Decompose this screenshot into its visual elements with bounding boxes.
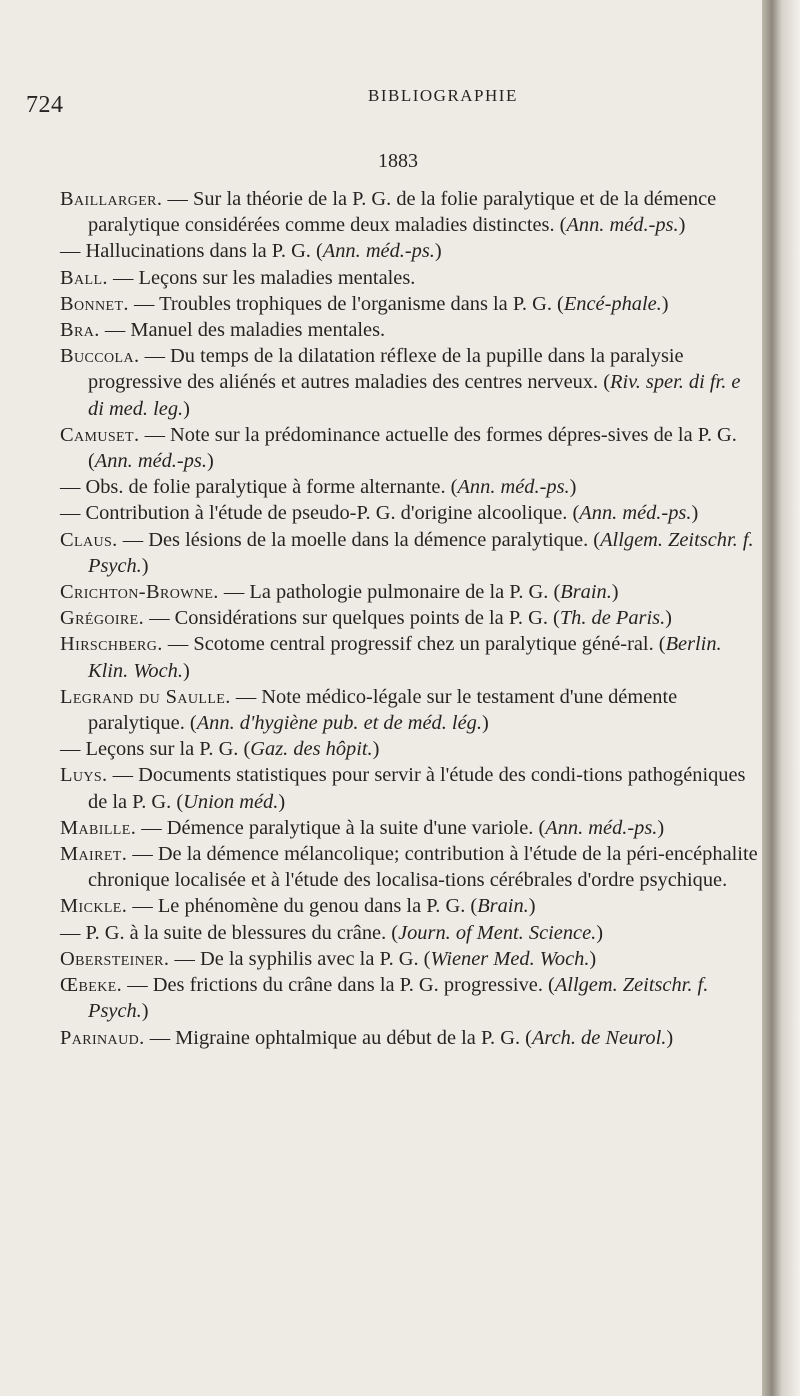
entry-author: Ball. [60, 266, 108, 289]
bibliography-entry [60, 265, 760, 291]
entry-punct: ) [691, 502, 699, 525]
entry-text: — Démence paralytique à la suite d'une variole. ( [136, 816, 546, 839]
entry-source: Union méd. [183, 790, 279, 813]
entry-punct: ) [278, 790, 286, 813]
bibliography-entry [60, 238, 760, 264]
entry-punct: ) [569, 476, 577, 499]
entry-author: Claus. [60, 528, 118, 551]
year-heading: 1883 [378, 150, 418, 172]
bibliography-entry [60, 920, 760, 946]
entry-author: Obersteiner. [60, 947, 170, 970]
entry-text: — Considérations sur quelques points de la P. G. ( [144, 607, 560, 630]
entry-text: — Note médico-légale sur le testament d'une démente paralytique. ( [88, 685, 678, 735]
bibliography-entry [60, 1025, 760, 1051]
bibliography-entry [60, 972, 760, 1024]
entry-punct: ) [182, 659, 190, 682]
entry-author: Grégoire. [60, 607, 145, 630]
entry-punct: ) [528, 895, 536, 918]
entry-author: Baillarger. [60, 188, 163, 210]
entry-text: — La pathologie pulmonaire de la P. G. ( [218, 581, 561, 604]
entry-text: — Obs. de folie paralytique à forme alternante. ( [60, 476, 458, 499]
entry-text: — Sur la théorie de la P. G. de la folie paralytique et de la démence paralytique considérées comme deux maladies distinctes. ( [88, 188, 717, 237]
entry-source: Allgem. Zeitschr. f. Psych. [88, 974, 709, 1023]
entry-text: — Des lésions de la moelle dans la démence paralytique. ( [117, 528, 601, 551]
bibliography-entry [60, 291, 760, 317]
entry-punct: ) [141, 554, 149, 577]
entry-text: — Troubles trophiques de l'organisme dans la P. G. ( [128, 292, 564, 315]
entry-source: Brain. [560, 581, 612, 604]
entry-punct: ) [372, 738, 380, 761]
entry-source: Arch. de Neurol. [531, 1026, 667, 1049]
entry-author: Mairet. [60, 843, 128, 866]
entry-text: — Contribution à l'étude de pseudo-P. G. d'origine alcoolique. ( [60, 502, 580, 525]
bibliography-entry [60, 186, 760, 238]
entry-source: Ann. d'hygiène pub. et de méd. lég. [196, 712, 482, 735]
entry-punct: ) [611, 581, 619, 604]
entry-text: — Manuel des maladies mentales. [99, 319, 386, 342]
bibliography-entry [60, 474, 760, 500]
entry-text: — Hallucinations dans la P. G. ( [60, 240, 323, 263]
bibliography-entry [60, 343, 760, 422]
entry-punct: ) [678, 214, 686, 237]
page-number: 724 [26, 92, 64, 118]
entry-author: Hirschberg. [60, 633, 163, 656]
entry-punct: ) [666, 1026, 674, 1049]
entry-punct: ) [141, 1000, 149, 1023]
entry-text: — Leçons sur les maladies mentales. [107, 266, 416, 289]
entry-text: — Migraine ophtalmique au début de la P. G. ( [144, 1026, 532, 1049]
bibliography-entry [60, 841, 760, 893]
entry-text: — Du temps de la dilatation réflexe de la pupille dans la paralysie progressive des aliénés et autres maladies des centres nerveux. ( [88, 345, 684, 394]
bibliography-entry [60, 605, 760, 631]
entry-source: Ann. méd.-ps. [566, 214, 679, 237]
entry-source: Th. de Paris. [559, 607, 666, 630]
entry-source: Encé-phale. [563, 292, 662, 315]
entry-author: Bonnet. [60, 292, 129, 315]
bibliography-entry [60, 500, 760, 526]
running-title: BIBLIOGRAPHIE [368, 86, 518, 105]
bibliography-entry [60, 762, 760, 814]
entry-author: Bra. [60, 319, 100, 342]
bibliography-entry [60, 317, 760, 343]
entry-text: — Leçons sur la P. G. ( [60, 738, 251, 761]
entry-source: Gaz. des hôpit. [250, 738, 373, 761]
bibliography-list [60, 186, 760, 1051]
entry-text: — Documents statistiques pour servir à l'étude des condi-tions pathogéniques de la P. G. ( [88, 764, 746, 813]
entry-text: — Des frictions du crâne dans la P. G. progressive. ( [122, 974, 555, 997]
entry-source: Allgem. Zeitschr. f. Psych. [88, 528, 754, 577]
entry-punct: ) [665, 607, 672, 630]
entry-punct: ) [596, 921, 604, 944]
bibliography-entry [60, 527, 760, 579]
bibliography-entry [60, 736, 760, 762]
bibliography-entry [60, 815, 760, 841]
entry-author: Crichton-Browne. [60, 581, 219, 604]
entry-author: Buccola. [60, 345, 140, 368]
entry-source: Brain. [477, 895, 529, 918]
entry-text: — Scotome central progressif chez un paralytique géné-ral. ( [162, 633, 666, 656]
entry-punct: ) [589, 947, 597, 970]
entry-source: Ann. méd.-ps. [457, 476, 570, 499]
entry-source: Wiener Med. Woch. [430, 947, 590, 970]
entry-punct: ) [183, 397, 190, 420]
bibliography-entry [60, 946, 760, 972]
entry-source: Riv. sper. di fr. e di med. leg. [88, 371, 741, 420]
entry-source: Journ. of Ment. Science. [398, 921, 597, 944]
entry-author: Mickle. [60, 895, 128, 918]
bibliography-entry [60, 684, 760, 736]
entry-punct: ) [481, 712, 489, 735]
entry-punct: ) [657, 816, 665, 839]
entry-source: Ann. méd.-ps. [322, 240, 435, 263]
entry-author: Camuset. [60, 423, 140, 446]
entry-text: — Note sur la prédominance actuelle des formes dépres-sives de la P. G. ( [88, 423, 737, 473]
bibliography-entry [60, 422, 760, 474]
page-edge [762, 0, 800, 1396]
entry-author: Luys. [60, 764, 108, 787]
bibliography-entry [60, 579, 760, 605]
entry-punct: ) [434, 240, 442, 263]
entry-source: Ann. méd.-ps. [545, 816, 658, 839]
entry-author: Parinaud. [60, 1026, 145, 1049]
entry-text: — De la syphilis avec la P. G. ( [169, 947, 431, 970]
entry-author: Legrand du Saulle. [60, 685, 231, 708]
entry-source: Ann. méd.-ps. [94, 450, 207, 473]
bibliography-entry [60, 893, 760, 919]
bibliography-entry [60, 631, 760, 683]
entry-text: — P. G. à la suite de blessures du crâne. ( [60, 921, 399, 944]
entry-text: — Le phénomène du genou dans la P. G. ( [127, 895, 478, 918]
entry-punct: ) [661, 292, 669, 315]
entry-source: Berlin. Klin. Woch. [88, 633, 722, 682]
entry-source: Ann. méd.-ps. [579, 502, 692, 525]
entry-punct: ) [206, 450, 214, 473]
entry-author: Œbeke. [60, 974, 123, 997]
entry-text: — De la démence mélancolique; contribution à l'étude de la péri-encéphalite chronique localisée et à l'étude des localisa-tions cérébrales d'ordre psychique. [88, 843, 758, 892]
entry-author: Mabille. [60, 816, 137, 839]
